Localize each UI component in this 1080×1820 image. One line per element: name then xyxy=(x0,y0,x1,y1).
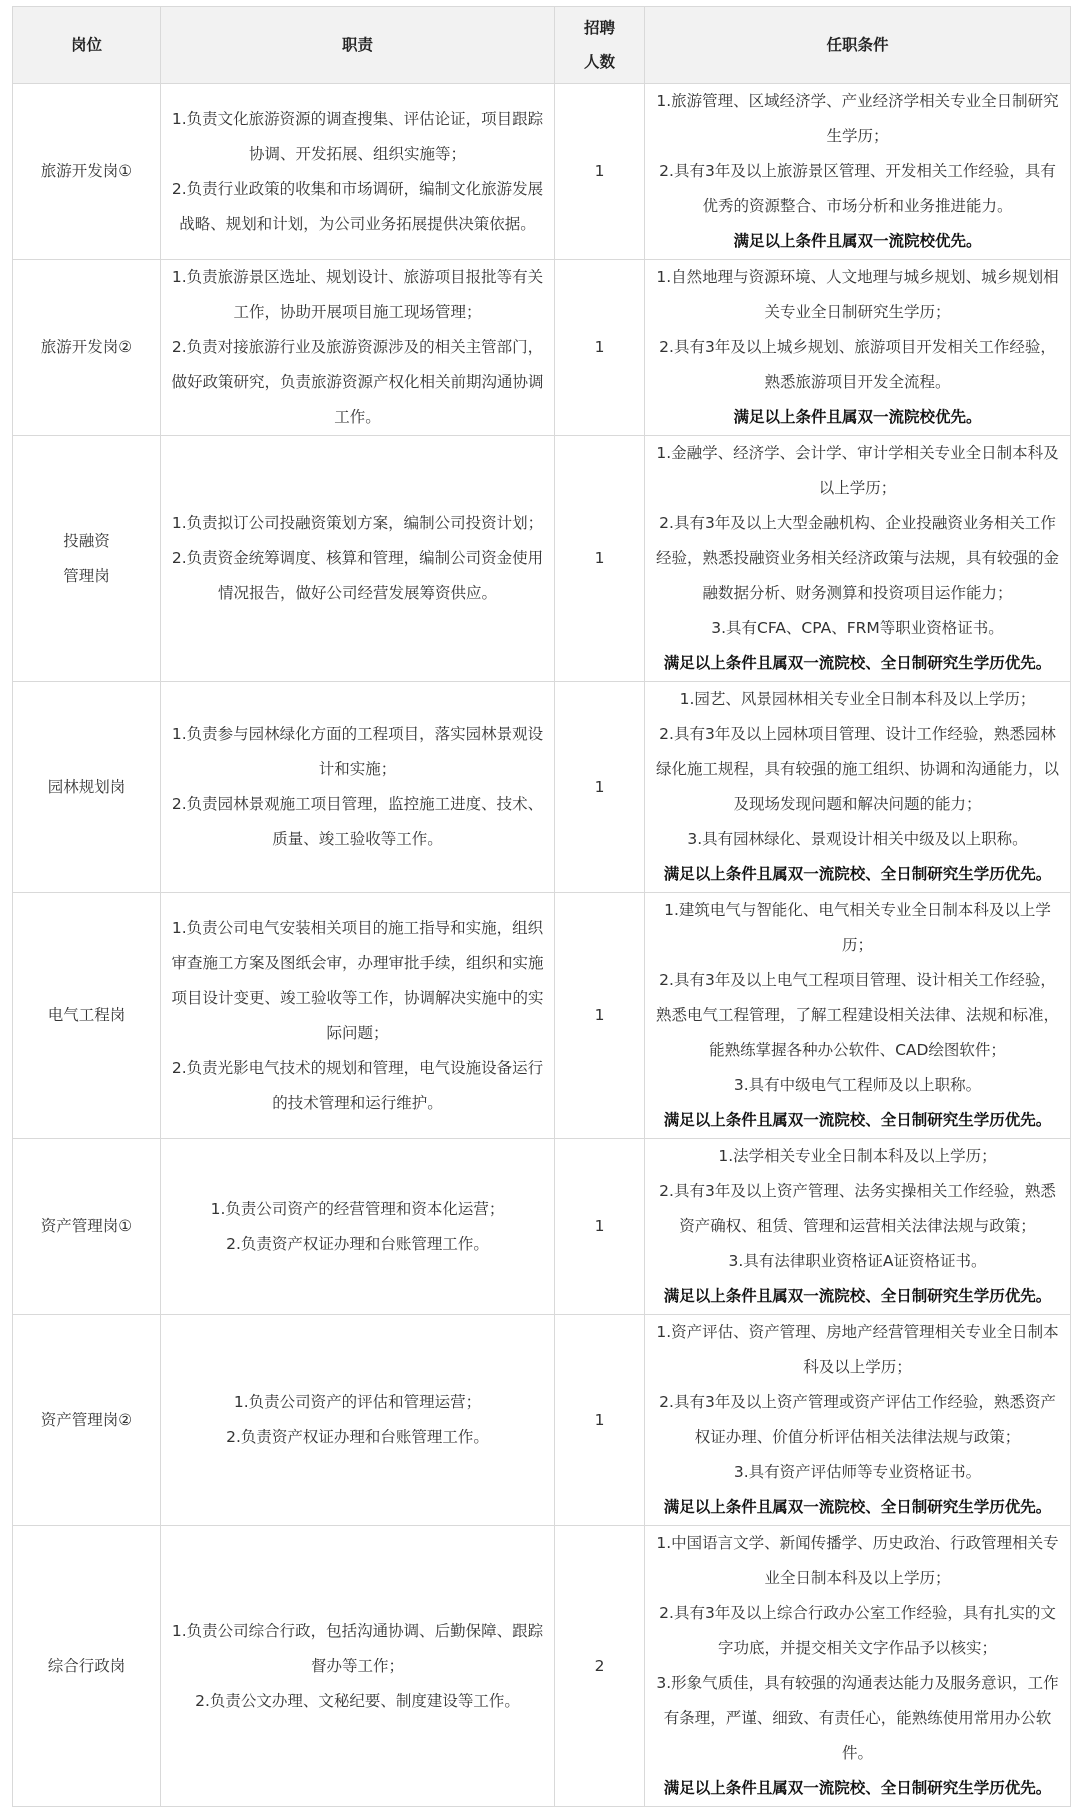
requirement-item: 1.金融学、经济学、会计学、审计学相关专业全日制本科及以上学历； xyxy=(656,444,1059,497)
requirements-cell xyxy=(645,1139,1071,1315)
requirement-item: 1.资产评估、资产管理、房地产经营管理相关专业全日制本科及以上学历； xyxy=(656,1323,1059,1376)
position-cell xyxy=(13,84,161,260)
position-name: 旅游开发岗② xyxy=(40,338,133,356)
count-cell: 2 xyxy=(555,1526,645,1807)
requirements-cell xyxy=(645,682,1071,893)
priority-note: 满足以上条件且属双一流院校、全日制研究生学历优先。 xyxy=(663,1287,1052,1305)
position-cell xyxy=(13,1139,161,1315)
requirement-item: 3.具有法律职业资格证A证资格证书。 xyxy=(728,1252,987,1270)
requirements-cell xyxy=(645,1315,1071,1526)
table-row xyxy=(13,1315,1071,1526)
requirement-item: 2.具有3年及以上综合行政办公室工作经验，具有扎实的文字功底，并提交相关文字作品予以核实； xyxy=(659,1604,1056,1657)
position-name: 电气工程岗 xyxy=(47,1006,126,1024)
count-cell: 1 xyxy=(555,893,645,1139)
position-name: 投融资 xyxy=(63,531,110,550)
priority-note: 满足以上条件且属双一流院校、全日制研究生学历优先。 xyxy=(663,865,1052,883)
position-name: 管理岗 xyxy=(63,566,110,585)
duty-item: 1.负责文化旅游资源的调查搜集、评估论证，项目跟踪协调、开发拓展、组织实施等； xyxy=(171,109,544,163)
table-row xyxy=(13,893,1071,1139)
position-cell xyxy=(13,682,161,893)
requirements-cell xyxy=(645,260,1071,436)
duties-cell xyxy=(161,682,555,893)
header-position: 岗位 xyxy=(13,7,161,84)
requirement-item: 1.园艺、风景园林相关专业全日制本科及以上学历； xyxy=(679,690,1036,708)
table-row xyxy=(13,682,1071,893)
requirement-item: 3.具有园林绿化、景观设计相关中级及以上职称。 xyxy=(687,830,1028,848)
position-cell xyxy=(13,1526,161,1807)
header-duties: 职责 xyxy=(161,7,555,84)
position-cell xyxy=(13,893,161,1139)
duties-cell xyxy=(161,893,555,1139)
duty-item: 2.负责资产权证办理和台账管理工作。 xyxy=(226,1428,489,1446)
table-row xyxy=(13,260,1071,436)
position-name: 资产管理岗① xyxy=(40,1217,133,1235)
duty-item: 1.负责公司电气安装相关项目的施工指导和实施，组织审查施工方案及图纸会审，办理审批手续，组织和实施项目设计变更、竣工验收等工作，协调解决实施中的实际问题； xyxy=(171,918,544,1042)
count-cell: 1 xyxy=(555,436,645,682)
position-name: 综合行政岗 xyxy=(47,1656,126,1675)
count-cell: 1 xyxy=(555,84,645,260)
requirement-item: 1.中国语言文学、新闻传播学、历史政治、行政管理相关专业全日制本科及以上学历； xyxy=(656,1534,1059,1587)
priority-note: 满足以上条件且属双一流院校优先。 xyxy=(733,408,982,426)
header-count-line2: 人数 xyxy=(583,53,615,71)
table-row xyxy=(13,1139,1071,1315)
duty-item: 1.负责公司资产的评估和管理运营； xyxy=(233,1393,482,1411)
requirement-item: 2.具有3年及以上电气工程项目管理、设计相关工作经验，熟悉电气工程管理，了解工程建设相关法律、法规和标准，能熟练掌握各种办公软件、CAD绘图软件； xyxy=(655,971,1059,1059)
header-count xyxy=(555,7,645,84)
requirement-item: 2.具有3年及以上资产管理、法务实操相关工作经验，熟悉资产确权、租赁、管理和运营相关法律法规与政策； xyxy=(659,1182,1056,1235)
position-name: 资产管理岗② xyxy=(40,1410,133,1429)
requirements-cell xyxy=(645,893,1071,1139)
requirement-item: 2.具有3年及以上旅游景区管理、开发相关工作经验，具有优秀的资源整合、市场分析和业务推进能力。 xyxy=(659,162,1056,215)
table-row xyxy=(13,436,1071,682)
requirement-item: 3.具有中级电气工程师及以上职称。 xyxy=(733,1076,982,1094)
duty-item: 1.负责拟订公司投融资策划方案，编制公司投资计划； xyxy=(171,514,544,532)
header-count-line1: 招聘 xyxy=(583,19,615,37)
requirement-item: 1.建筑电气与智能化、电气相关专业全日制本科及以上学历； xyxy=(664,901,1051,954)
duties-cell xyxy=(161,1526,555,1807)
count-cell: 1 xyxy=(555,682,645,893)
duty-item: 1.负责公司综合行政，包括沟通协调、后勤保障、跟踪督办等工作； xyxy=(171,1621,544,1675)
requirement-item: 2.具有3年及以上大型金融机构、企业投融资业务相关工作经验，熟悉投融资业务相关经济政策与法规，具有较强的金融数据分析、财务测算和投资项目运作能力； xyxy=(655,514,1059,602)
priority-note: 满足以上条件且属双一流院校、全日制研究生学历优先。 xyxy=(663,1498,1052,1516)
duty-item: 2.负责园林景观施工项目管理，监控施工进度、技术、质量、竣工验收等工作。 xyxy=(171,795,544,848)
count-cell: 1 xyxy=(555,1315,645,1526)
header-row xyxy=(13,7,1071,84)
duty-item: 2.负责资产权证办理和台账管理工作。 xyxy=(226,1234,489,1253)
count-cell: 1 xyxy=(555,260,645,436)
priority-note: 满足以上条件且属双一流院校、全日制研究生学历优先。 xyxy=(663,654,1052,672)
duties-cell xyxy=(161,1139,555,1315)
table-row xyxy=(13,84,1071,260)
requirement-item: 2.具有3年及以上资产管理或资产评估工作经验，熟悉资产权证办理、价值分析评估相关法律法规与政策； xyxy=(659,1393,1056,1446)
requirements-cell xyxy=(645,84,1071,260)
duties-cell xyxy=(161,260,555,436)
position-cell xyxy=(13,260,161,436)
position-cell xyxy=(13,436,161,682)
requirement-item: 1.自然地理与资源环境、人文地理与城乡规划、城乡规划相关专业全日制研究生学历； xyxy=(656,268,1059,321)
duties-cell xyxy=(161,1315,555,1526)
requirement-item: 1.法学相关专业全日制本科及以上学历； xyxy=(718,1147,997,1165)
requirement-item: 2.具有3年及以上城乡规划、旅游项目开发相关工作经验，熟悉旅游项目开发全流程。 xyxy=(659,338,1056,391)
count-cell: 1 xyxy=(555,1139,645,1315)
requirement-item: 1.旅游管理、区域经济学、产业经济学相关专业全日制研究生学历； xyxy=(656,92,1059,145)
requirement-item: 3.具有CFA、CPA、FRM等职业资格证书。 xyxy=(711,619,1004,637)
priority-note: 满足以上条件且属双一流院校、全日制研究生学历优先。 xyxy=(663,1779,1052,1797)
duty-item: 1.负责参与园林绿化方面的工程项目，落实园林景观设计和实施； xyxy=(171,725,544,778)
requirement-item: 3.形象气质佳，具有较强的沟通表达能力及服务意识，工作有条理，严谨、细致、有责任心，能熟练使用常用办公软件。 xyxy=(656,1674,1059,1762)
duty-item: 1.负责公司资产的经营管理和资本化运营； xyxy=(210,1199,505,1218)
duty-item: 2.负责行业政策的收集和市场调研，编制文化旅游发展战略、规划和计划，为公司业务拓展提供决策依据。 xyxy=(171,179,544,233)
requirement-item: 3.具有资产评估师等专业资格证书。 xyxy=(733,1463,982,1481)
requirements-cell xyxy=(645,1526,1071,1807)
position-name: 园林规划岗 xyxy=(47,777,126,796)
header-requirements: 任职条件 xyxy=(645,7,1071,84)
position-cell xyxy=(13,1315,161,1526)
table-row xyxy=(13,1526,1071,1807)
duty-item: 2.负责光影电气技术的规划和管理，电气设施设备运行的技术管理和运行维护。 xyxy=(171,1058,544,1112)
priority-note: 满足以上条件且属双一流院校、全日制研究生学历优先。 xyxy=(663,1111,1052,1129)
duties-cell xyxy=(161,84,555,260)
recruitment-table xyxy=(12,6,1071,1807)
duties-cell xyxy=(161,436,555,682)
position-name: 旅游开发岗① xyxy=(40,162,133,180)
duty-item: 2.负责公文办理、文秘纪要、制度建设等工作。 xyxy=(195,1691,520,1710)
priority-note: 满足以上条件且属双一流院校优先。 xyxy=(733,232,982,250)
requirements-cell xyxy=(645,436,1071,682)
duty-item: 2.负责资金统筹调度、核算和管理，编制公司资金使用情况报告，做好公司经营发展筹资供应。 xyxy=(171,549,544,602)
requirement-item: 2.具有3年及以上园林项目管理、设计工作经验，熟悉园林绿化施工规程，具有较强的施工组织、协调和沟通能力，以及现场发现问题和解决问题的能力； xyxy=(655,725,1059,813)
duty-item: 1.负责旅游景区选址、规划设计、旅游项目报批等有关工作，协助开展项目施工现场管理； xyxy=(171,268,544,321)
duty-item: 2.负责对接旅游行业及旅游资源涉及的相关主管部门，做好政策研究，负责旅游资源产权化相关前期沟通协调工作。 xyxy=(171,338,544,426)
